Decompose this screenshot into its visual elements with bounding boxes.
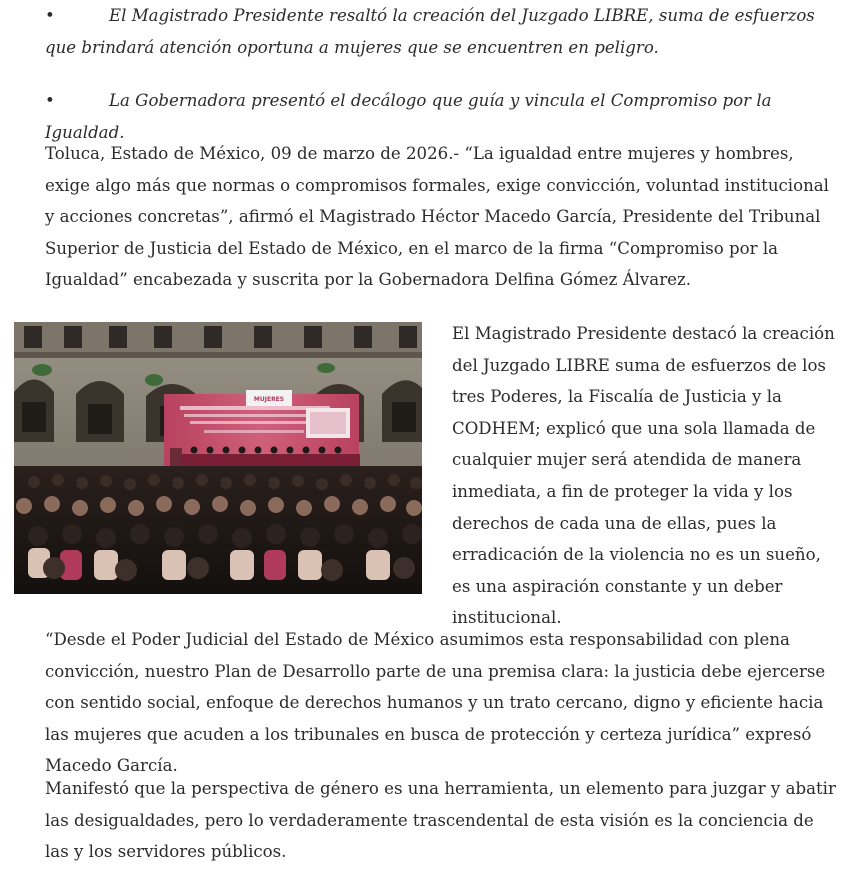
event-photo — [14, 322, 422, 594]
intro-paragraph: Toluca, Estado de México, 09 de marzo de 2026.- “La igualdad entre mujeres y hombres, exige algo más que normas o compromisos formales, exige convicción, voluntad institucional y acciones concretas”, afirmó el Magistrado Héctor Macedo García, Presidente del Tribunal Superior de Justicia del Estado de México, en el marco de la firma “Compromiso por la Igualdad” encabezada y suscrita por la Gobernadora Delfina Gómez Álvarez. — [45, 144, 829, 290]
event-photo-illustration — [14, 322, 422, 594]
photo-side-paragraph: El Magistrado Presidente destacó la creación del Juzgado LIBRE suma de esfuerzos de los tres Poderes, la Fiscalía de Justicia y la CODHEM; explicó que una sola llamada de cualquier mujer será atendida de manera inmediata, a fin de proteger la vida y los derechos de cada una de ellas, pues la erradicación de la violencia no es un sueño, es una aspiración constante y un deber institucional. — [452, 324, 835, 628]
bullet-symbol: • — [45, 91, 55, 110]
bullet-text: La Gobernadora presentó el decálogo que guía y vincula el Compromiso por la Igualdad. — [45, 91, 772, 142]
bullet-item-1 — [45, 0, 845, 63]
stage-logo-text: MUJERES — [253, 396, 285, 403]
quote-paragraph: “Desde el Poder Judicial del Estado de México asumimos esta responsabilidad con plena convicción, nuestro Plan de Desarrollo parte de una premisa clara: la justicia debe ejercerse con sentido social, enfoque de derechos humanos y un trato cercano, digno y eficiente hacia las mujeres que acuden a los tribunales en busca de protección y certeza jurídica” expresó Macedo García. — [45, 630, 826, 776]
closing-paragraph: Manifestó que la perspectiva de género es una herramienta, un elemento para juzgar y abatir las desigualdades, pero lo verdaderamente trascendental de esta visión es la conciencia de las y los servidores públicos. — [45, 779, 836, 862]
bullet-text: El Magistrado Presidente resaltó la creación del Juzgado LIBRE, suma de esfuerzos que brindará atención oportuna a mujeres que se encuentren en peligro. — [45, 6, 815, 57]
bullet-symbol: • — [45, 6, 55, 25]
